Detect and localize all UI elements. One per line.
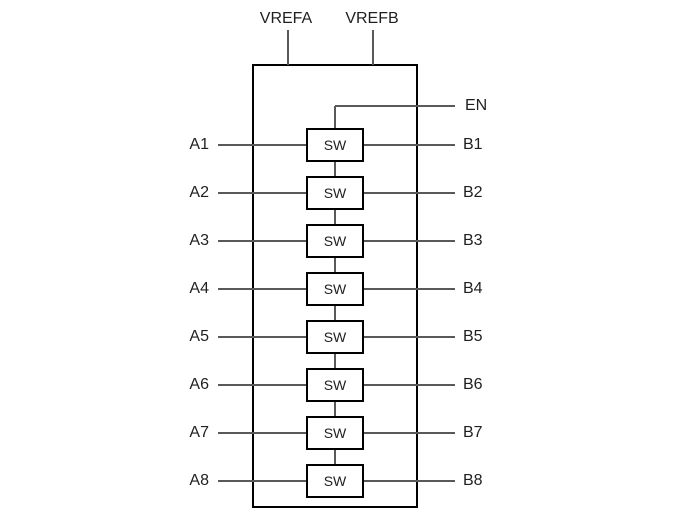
channel-a-label: A5 xyxy=(189,328,209,345)
channel-a-label: A8 xyxy=(189,472,209,489)
vrefa-pin-wire xyxy=(287,30,289,65)
switch-label: SW xyxy=(323,185,347,201)
ic-body-outline xyxy=(252,64,418,508)
vrefb-pin-label: VREFB xyxy=(345,10,399,27)
channel-a-label: A1 xyxy=(189,136,209,153)
channel-b-label: B4 xyxy=(463,280,483,297)
channel-a-label: A2 xyxy=(189,184,209,201)
channel-b-label: B6 xyxy=(463,376,483,393)
switch-label: SW xyxy=(323,137,347,153)
channel-a-label: A4 xyxy=(189,280,209,297)
channel-b-label: B1 xyxy=(463,136,483,153)
channel-a-label: A7 xyxy=(189,424,209,441)
channel-a-label: A6 xyxy=(189,376,209,393)
switch-label: SW xyxy=(323,377,347,393)
vrefa-pin-label: VREFA xyxy=(259,10,313,27)
channel-b-label: B3 xyxy=(463,232,483,249)
channel-b-label: B8 xyxy=(463,472,483,489)
enable-stub-wire xyxy=(334,106,336,128)
channel-b-label: B5 xyxy=(463,328,483,345)
channel-b-label: B7 xyxy=(463,424,483,441)
channel-b-label: B2 xyxy=(463,184,483,201)
switch-label: SW xyxy=(323,425,347,441)
enable-pin-label: EN xyxy=(465,97,488,114)
switch-label: SW xyxy=(323,281,347,297)
switch-label: SW xyxy=(323,329,347,345)
vrefb-pin-wire xyxy=(372,30,374,65)
switch-label: SW xyxy=(323,233,347,249)
enable-pin-wire xyxy=(335,105,455,107)
switch-label: SW xyxy=(323,473,347,489)
channel-a-label: A3 xyxy=(189,232,209,249)
